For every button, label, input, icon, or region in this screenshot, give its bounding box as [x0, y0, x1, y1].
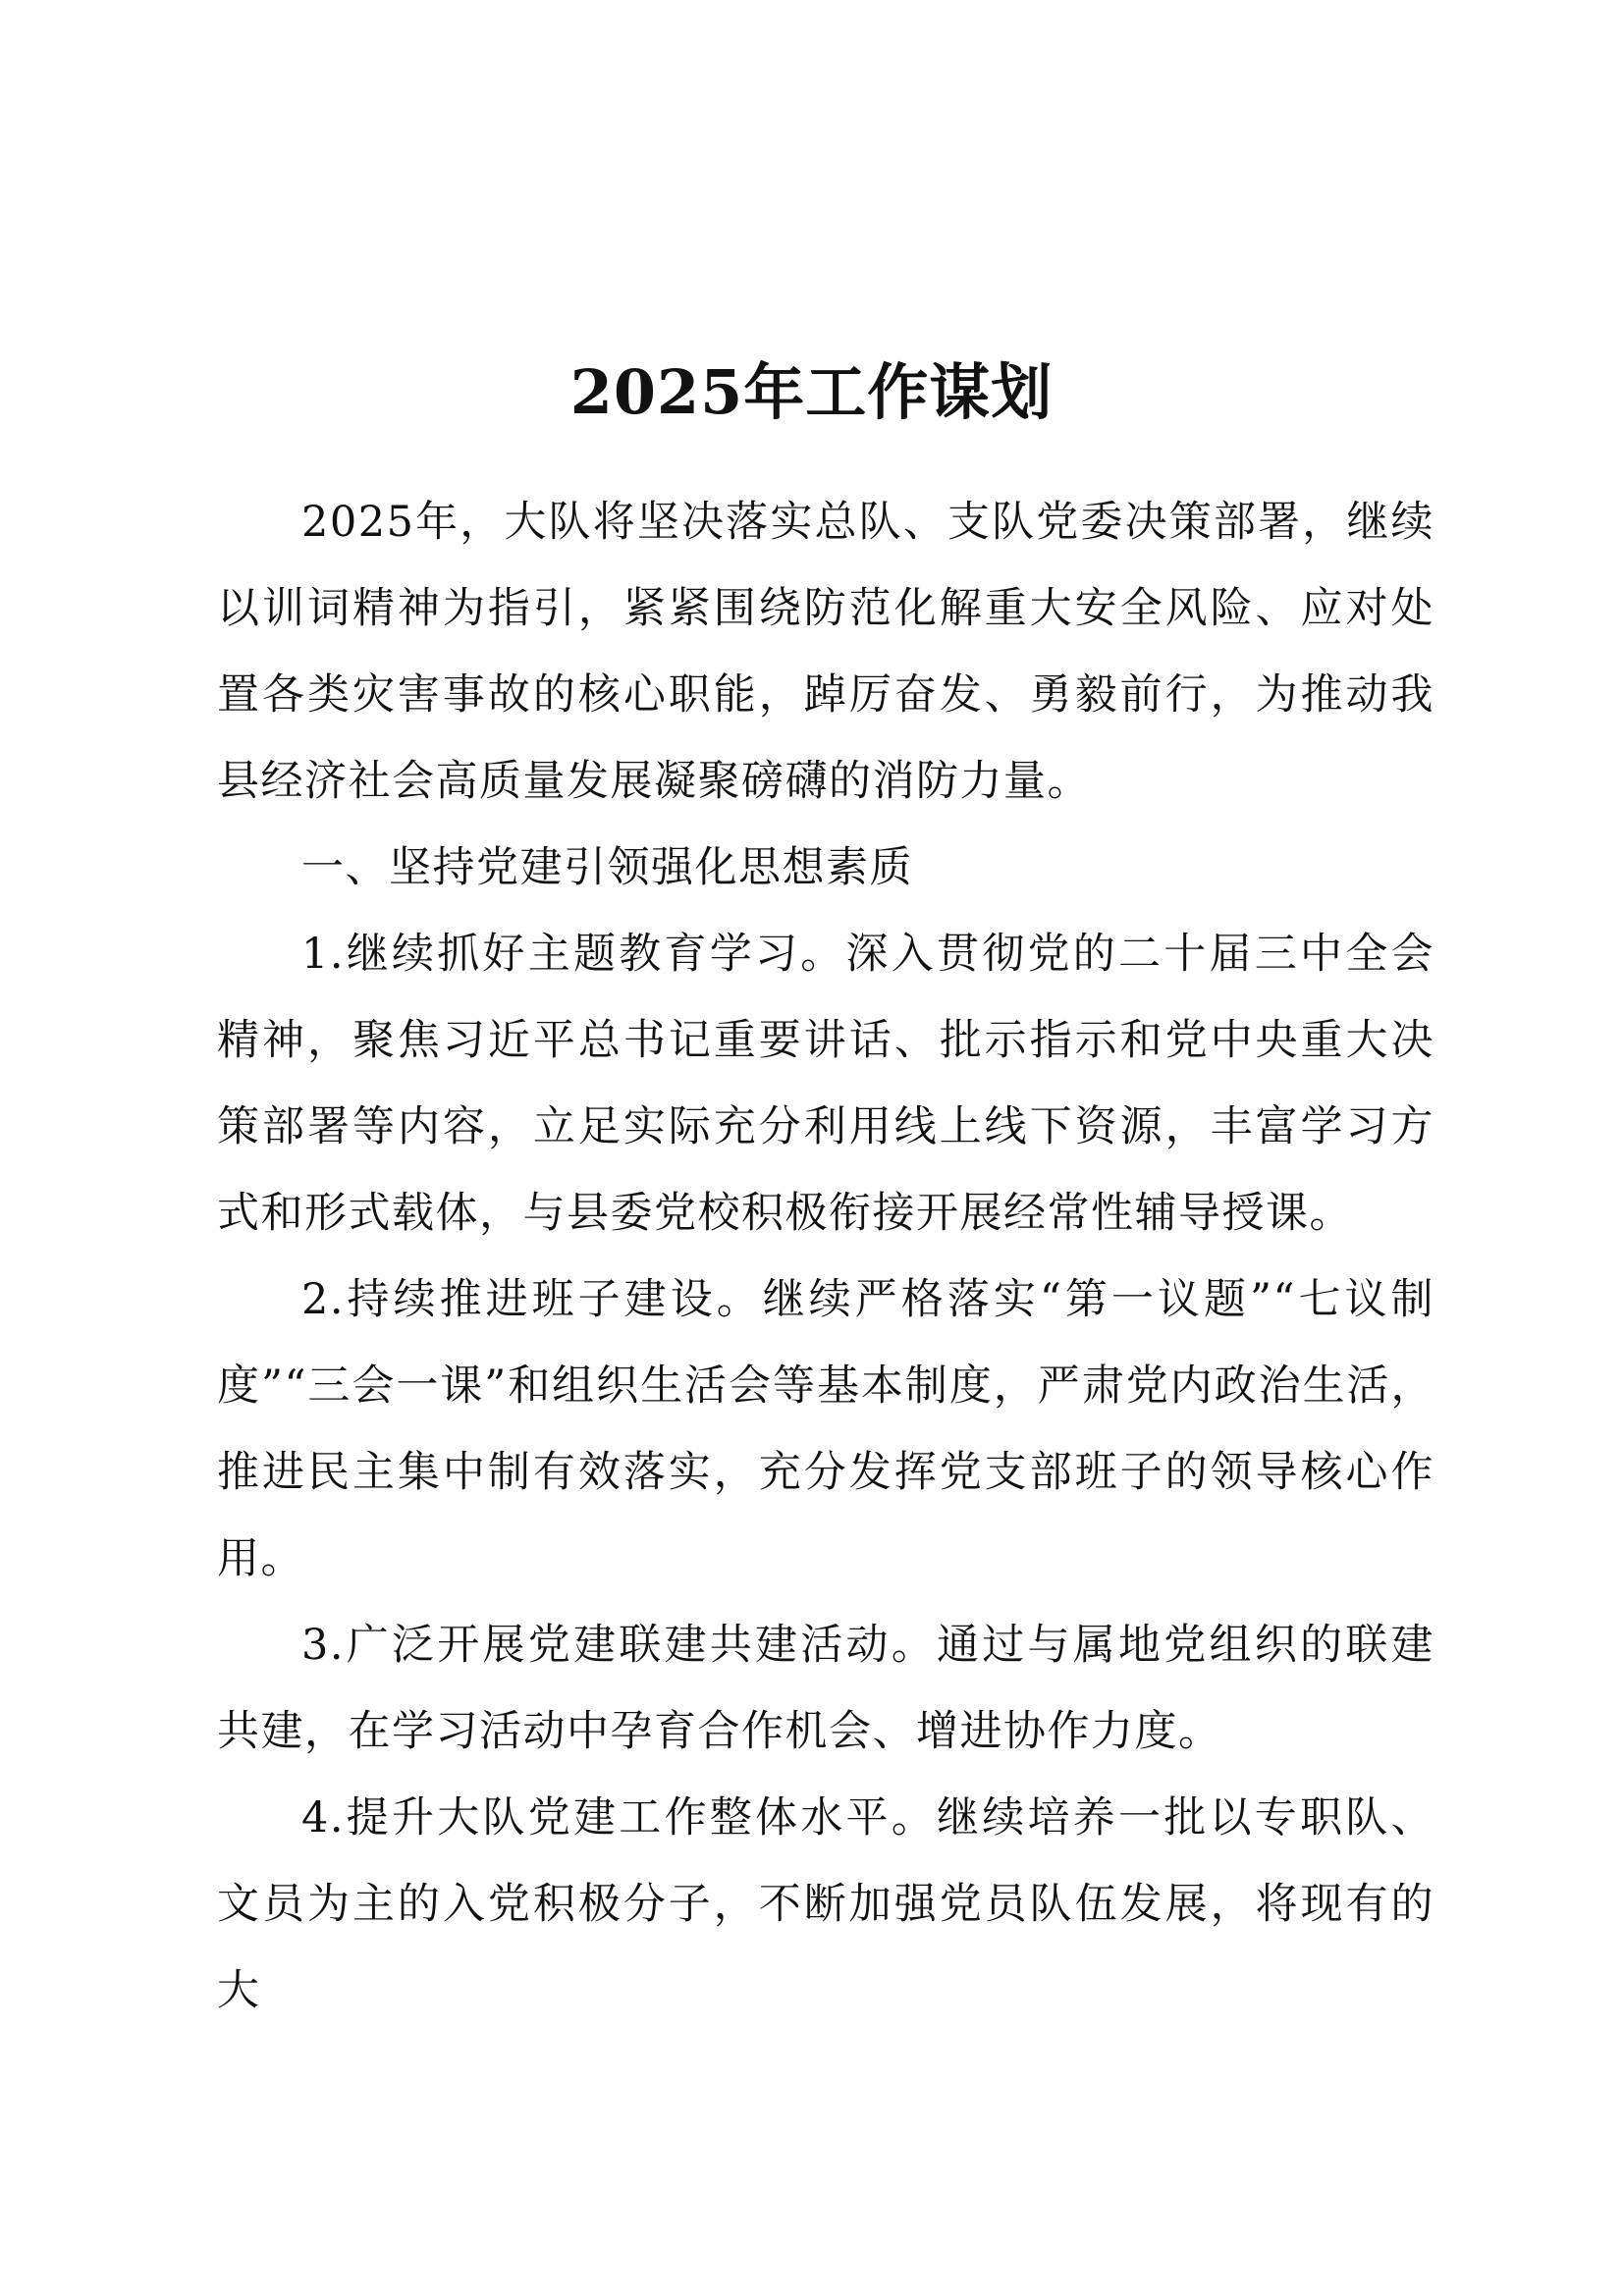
item-paragraph: 4.提升大队党建工作整体水平。继续培养一批以专职队、文员为主的入党积极分子，不断加强党员队伍发展，将现有的大: [217, 1793, 1434, 2015]
item-paragraph: 2.持续推进班子建设。继续严格落实“第一议题”“七议制度”“三会一课”和组织生活会等基本制度，严肃党内政治生活，推进民主集中制有效落实，充分发挥党支部班子的领导核心作用。: [217, 1275, 1434, 1583]
document-body: [217, 479, 1434, 2034]
item-paragraph: 3.广泛开展党建联建共建活动。通过与属地党组织的联建共建，在学习活动中孕育合作机会、增进协作力度。: [217, 1621, 1434, 1756]
section-heading: 一、坚持党建引领强化思想素质: [301, 843, 913, 892]
intro-paragraph: 2025年，大队将坚决落实总队、支队党委决策部署，继续以训词精神为指引，紧紧围绕防范化解重大安全风险、应对处置各类灾害事故的核心职能，踔厉奋发、勇毅前行，为推动我县经济社会高质量发展凝聚磅礴的消防力量。: [217, 498, 1434, 806]
document-title: 2025年工作谋划: [569, 355, 1054, 428]
item-paragraph: 1.继续抓好主题教育学习。深入贯彻党的二十届三中全会精神，聚焦习近平总书记重要讲话、批示指示和党中央重大决策部署等内容，立足实际充分利用线上线下资源，丰富学习方式和形式载体，与县委党校积极衔接开展经常性辅导授课。: [217, 930, 1434, 1238]
